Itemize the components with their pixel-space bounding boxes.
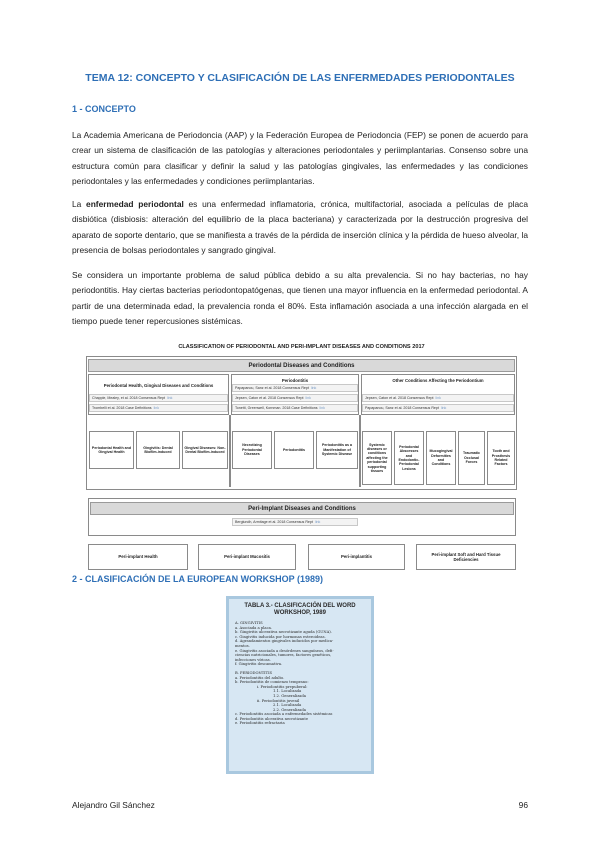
list-item: f. Gingivitis descamativa. bbox=[235, 662, 283, 667]
list-item: d. Periodontitis ulcerativa necrotizante bbox=[235, 716, 309, 721]
paragraph-1: La Academia Americana de Periodoncia (AAP) y la Federación Europea de Periodoncia (FEP) se ponen de acuerdo para crear un sistema de clasificación de las patologías y alteraciones periodontales y periimplantarias. Consenso sobre una estructura común para clasificar y definir la salud y las patologías gingivales, las enfermedades y las condiciones periodontales y las enfermedades y condiciones periimplantarias. bbox=[72, 130, 528, 187]
leaf-traumatic-occlusal: Traumatic Occlusal Forces bbox=[458, 431, 485, 485]
list-item: ciencias nutricionales, tumores, factores genéticos, bbox=[235, 653, 332, 658]
workshop-1989-table-figure bbox=[226, 596, 374, 774]
leaf-tooth-prosthesis: Tooth and Prosthesis Related Factors bbox=[487, 431, 515, 485]
ref-text: Jepsen, Caton et al. 2018 Consensus Rept bbox=[365, 396, 434, 400]
doi-link[interactable]: link bbox=[310, 386, 317, 390]
leaf-abscesses: Periodontal Abscesses and Endodontic-Periodontal Lesions bbox=[394, 431, 424, 485]
list-item: c. Gingivitis inducida por hormonas esteroideas. bbox=[235, 634, 326, 639]
classification-2017-figure bbox=[86, 340, 517, 576]
list-item: i. Periodontitis prepuberal: bbox=[257, 684, 308, 689]
list-item: ii. Periodontitis juvenil bbox=[257, 698, 300, 703]
leaf-mucogingival: Mucogingival Deformities and Conditions bbox=[426, 431, 456, 485]
ref-papapanou bbox=[232, 384, 358, 392]
list-item: mentos. bbox=[235, 643, 250, 648]
ref-papapanou-2 bbox=[362, 404, 514, 412]
periodontal-banner: Periodontal Diseases and Conditions bbox=[88, 359, 515, 372]
table-title bbox=[235, 603, 365, 617]
peri-implant-banner: Peri-Implant Diseases and Conditions bbox=[90, 502, 514, 515]
footer-author: Alejandro Gil Sánchez bbox=[72, 800, 155, 810]
doi-link[interactable]: link bbox=[153, 406, 159, 410]
list-item: 2.2. Generalizada bbox=[273, 707, 306, 712]
list-item: A. GINGIVITIS bbox=[235, 621, 263, 625]
ref-text: Jepsen, Caton et al. 2018 Consensus Rept bbox=[235, 396, 304, 400]
ref-tonetti bbox=[232, 404, 358, 412]
leaf-periodontitis-systemic: Periodontitis as a Manifestation of Systemic Disease bbox=[316, 431, 358, 469]
leaf-periodontitis: Periodontitis bbox=[274, 431, 314, 469]
list-item: b. Periodontitis de comienzo temprano: bbox=[235, 680, 309, 685]
list-item: c. Periodontitis asociada a enfermedades sistémicas bbox=[235, 712, 333, 717]
page-title: TEMA 12: CONCEPTO Y CLASIFICACIÓN DE LAS ENFERMEDADES PERIODONTALES bbox=[85, 72, 515, 84]
list-item: 1.2. Generalizada bbox=[273, 693, 306, 698]
list-item: a. Asociada a placa. bbox=[235, 625, 273, 630]
table-title-line-1: TABLA 3.- CLASIFICACIÓN DEL WORD bbox=[244, 603, 356, 609]
ref-text: Berglundh, Armitage et al. 2018 Consensus Rept bbox=[235, 520, 313, 524]
column-head-other: Other Conditions Affecting the Periodontium bbox=[361, 374, 515, 415]
footer-page-number: 96 bbox=[518, 800, 528, 810]
doi-link[interactable]: link bbox=[440, 406, 447, 410]
ref-berglundh bbox=[232, 518, 358, 526]
leaf-gingival-non-biofilm: Gingival Diseases: Non-Dental Biofilm-induced bbox=[182, 431, 228, 469]
leaf-systemic-conditions: Systemic diseases or conditions affecting the periodontal supporting tissues bbox=[362, 431, 392, 485]
ref-trombelli bbox=[89, 404, 228, 412]
table-card bbox=[229, 599, 371, 771]
list-item: 2.1. Localizada bbox=[273, 703, 302, 708]
table-title-line-2: WORKSHOP, 1989 bbox=[274, 610, 326, 616]
doi-link[interactable]: link bbox=[167, 396, 173, 400]
list-item: 1.1. Localizada bbox=[273, 689, 302, 694]
paragraph-2-term: enfermedad periodontal bbox=[86, 199, 184, 209]
ref-text: Papapanou, Sanz et al. 2018 Consensus Rept bbox=[235, 386, 309, 390]
paragraph-2 bbox=[72, 197, 528, 259]
column-head-health: Periodontal Health, Gingival Diseases and Conditions bbox=[88, 374, 229, 415]
leaf-gingivitis-biofilm: Gingivitis: Dental Biofilm-induced bbox=[136, 431, 180, 469]
ref-text: Trombelli et al. 2018 Case Definitions bbox=[92, 406, 152, 410]
leaf-tissue-deficiencies: Peri-implant Soft and Hard Tissue Deficiencies bbox=[416, 544, 516, 570]
list-item: d. Agrandamientos gingivales inducidos por medica- bbox=[235, 639, 334, 644]
leaf-periodontal-health: Periodontal Health and Gingival Health bbox=[89, 431, 134, 469]
doi-link[interactable]: link bbox=[435, 396, 441, 400]
paragraph-2-pre: La bbox=[72, 199, 87, 209]
column-separator bbox=[359, 415, 361, 487]
ref-chapple bbox=[89, 394, 228, 402]
paragraph-3: Se considera un importante problema de salud pública debido a su alta prevalencia. Si no hay bacterias, no hay periodontitis. Hay ciertas bacterias periodontopatógenas, que tienen una mayor influencia en la enfermedad periodontal. A partir de una determinada edad, la prevalencia ronda el 80%. Esta inflamación asociada a una infección alargada en el tiempo puede tener repercusiones sistémicas. bbox=[72, 270, 528, 327]
ref-jepsen-2 bbox=[362, 394, 514, 402]
list-item: e. Periodontitis refractaria bbox=[235, 721, 285, 726]
leaf-peri-implant-health: Peri-implant Health bbox=[88, 544, 188, 570]
column-separator bbox=[229, 415, 231, 487]
ref-text: Papapanou, Sanz et al. 2018 Consensus Rept bbox=[365, 406, 439, 410]
list-item: a. Periodontitis del adulto. bbox=[235, 675, 285, 680]
leaf-peri-implant-mucositis: Peri-implant Mucositis bbox=[198, 544, 296, 570]
column-head-periodontitis: Periodontitis bbox=[231, 374, 359, 415]
doi-link[interactable]: link bbox=[314, 520, 321, 524]
leaf-peri-implantitis: Peri-implantitis bbox=[308, 544, 405, 570]
section-heading-european-workshop: 2 - CLASIFICACIÓN DE LA EUROPEAN WORKSHOP (1989) bbox=[72, 574, 324, 584]
doi-link[interactable]: link bbox=[305, 396, 311, 400]
list-item: B. PERIODONTITIS bbox=[235, 670, 273, 675]
figure-title: CLASSIFICATION OF PERIODONTAL AND PERI-IMPLANT DISEASES AND CONDITIONS 2017 bbox=[178, 344, 425, 350]
leaf-necrotizing: Necrotizing Periodontal Diseases bbox=[232, 431, 272, 469]
ref-jepsen bbox=[232, 394, 358, 402]
list-item: infecciones víricas. bbox=[235, 657, 271, 662]
paragraph-2-post: es una enfermedad inflamatoria, crónica, multifactorial, asociada a películas de placa disbiótica (disbiosis: alteración del equilibrio de la placa bacteriana) y caracterizada por la destrucción progresiva del aparato de soporte dentario, que se manifiesta a través de la pérdida de inserción clínica y la pérdida de hueso alveolar, la presencia de bolsas periodontales y sangrado gingival. bbox=[72, 199, 528, 256]
doi-link[interactable]: link bbox=[319, 406, 325, 410]
list-item: b. Gingivitis ulcerativa necrotizante aguda (GUNA). bbox=[235, 630, 332, 635]
list-item: e. Gingivitis asociada a desórdenes sanguíneos, defi- bbox=[235, 648, 334, 653]
ref-text: Chapple, Mealey, et al. 2018 Consensus Rept bbox=[92, 396, 166, 400]
ref-text: Tonetti, Greenwell, Kornman. 2018 Case Definitions bbox=[235, 406, 318, 410]
section-heading-concepto: 1 - CONCEPTO bbox=[72, 104, 136, 114]
